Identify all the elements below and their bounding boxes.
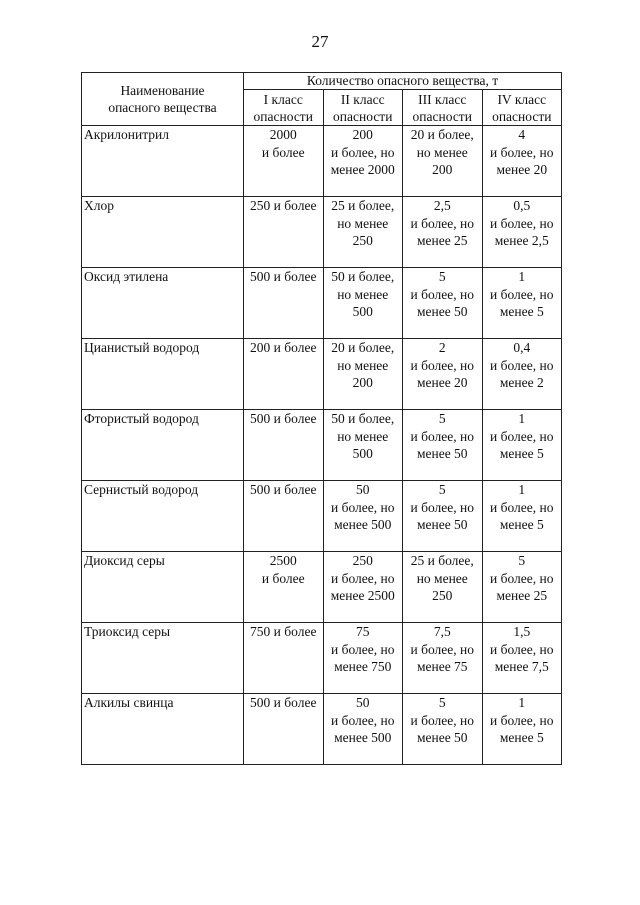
header-quantity: Количество опасного вещества, т bbox=[244, 73, 562, 90]
value-line: 2500 bbox=[269, 553, 297, 568]
class-2-value bbox=[323, 694, 403, 765]
class-2-value bbox=[323, 339, 403, 410]
value-line: и более, но bbox=[490, 428, 554, 444]
substance-name: Фтористый водород bbox=[82, 410, 244, 481]
value-line: 2,5 bbox=[433, 198, 451, 213]
value-line: 25 и более, bbox=[410, 553, 474, 568]
value-line: менее 2 bbox=[499, 375, 544, 390]
class-4-value bbox=[482, 481, 562, 552]
value-line: 50 и более, bbox=[331, 269, 395, 284]
value-line: и более, но bbox=[410, 357, 474, 373]
value-line: менее 500 bbox=[334, 730, 392, 745]
class-label: опасности bbox=[253, 108, 313, 124]
class-1-value bbox=[244, 481, 324, 552]
value-line: но менее bbox=[337, 286, 389, 302]
class-3-value bbox=[403, 197, 483, 268]
class-label: III класс bbox=[418, 91, 467, 107]
class-2-value bbox=[323, 552, 403, 623]
table-row bbox=[82, 339, 562, 410]
header-name-line: Наименование bbox=[120, 82, 205, 98]
class-2-value bbox=[323, 481, 403, 552]
value-line: менее 25 bbox=[496, 588, 548, 603]
value-line: 50 bbox=[356, 482, 370, 497]
value-line: 500 и более bbox=[250, 695, 317, 710]
value-line: 2000 bbox=[269, 127, 297, 142]
class-3-value bbox=[403, 268, 483, 339]
class-label: опасности bbox=[412, 108, 472, 124]
header-name-line: опасного вещества bbox=[108, 100, 217, 115]
value-line: 5 bbox=[438, 695, 446, 710]
table-row bbox=[82, 694, 562, 765]
value-line: 200 и более bbox=[250, 340, 317, 355]
value-line: менее 5 bbox=[499, 730, 544, 745]
class-label: II класс bbox=[340, 91, 385, 107]
hazardous-substances-table bbox=[81, 72, 562, 765]
substance-name: Диоксид серы bbox=[82, 552, 244, 623]
class-4-value bbox=[482, 268, 562, 339]
value-line: 500 bbox=[352, 304, 373, 319]
value-line: 750 и более bbox=[250, 624, 317, 639]
value-line: 1,5 bbox=[513, 624, 531, 639]
class-3-value bbox=[403, 552, 483, 623]
value-line: менее 2,5 bbox=[494, 233, 549, 248]
value-line: 500 и более bbox=[250, 482, 317, 497]
value-line: 250 bbox=[352, 233, 373, 248]
value-line: менее 20 bbox=[416, 375, 468, 390]
value-line: 25 и более, bbox=[331, 198, 395, 213]
substance-name: Хлор bbox=[82, 197, 244, 268]
table-row bbox=[82, 197, 562, 268]
value-line: 200 bbox=[352, 375, 373, 390]
value-line: менее 500 bbox=[334, 517, 392, 532]
value-line: менее 2500 bbox=[330, 588, 395, 603]
class-label: опасности bbox=[492, 108, 552, 124]
value-line: менее 50 bbox=[416, 304, 468, 319]
value-line: и более, но bbox=[490, 641, 554, 657]
class-3-value bbox=[403, 623, 483, 694]
value-line: 5 bbox=[438, 411, 446, 426]
class-4-value bbox=[482, 694, 562, 765]
class-3-value bbox=[403, 481, 483, 552]
class-2-value bbox=[323, 410, 403, 481]
value-line: и более, но bbox=[410, 712, 474, 728]
value-line: и более, но bbox=[331, 641, 395, 657]
value-line: 20 и более, bbox=[410, 127, 474, 142]
header-class-4 bbox=[482, 90, 562, 126]
value-line: но менее bbox=[416, 570, 468, 586]
value-line: и более, но bbox=[410, 428, 474, 444]
value-line: 75 bbox=[356, 624, 370, 639]
value-line: и более, но bbox=[410, 215, 474, 231]
class-2-value bbox=[323, 197, 403, 268]
class-2-value bbox=[323, 126, 403, 197]
value-line: 1 bbox=[518, 269, 526, 284]
value-line: и более, но bbox=[331, 144, 395, 160]
value-line: и более, но bbox=[410, 641, 474, 657]
value-line: менее 2000 bbox=[330, 162, 395, 177]
header-class-2 bbox=[323, 90, 403, 126]
value-line: 1 bbox=[518, 695, 526, 710]
value-line: менее 7,5 bbox=[494, 659, 549, 674]
value-line: менее 75 bbox=[416, 659, 468, 674]
value-line: 2 bbox=[438, 340, 446, 355]
value-line: и более, но bbox=[490, 712, 554, 728]
value-line: 50 и более, bbox=[331, 411, 395, 426]
class-1-value bbox=[244, 552, 324, 623]
substance-name: Оксид этилена bbox=[82, 268, 244, 339]
class-1-value bbox=[244, 410, 324, 481]
table-body bbox=[82, 126, 562, 765]
value-line: и более, но bbox=[331, 499, 395, 515]
class-4-value bbox=[482, 126, 562, 197]
class-4-value bbox=[482, 552, 562, 623]
value-line: но менее bbox=[337, 357, 389, 373]
table-row bbox=[82, 410, 562, 481]
value-line: 500 bbox=[352, 446, 373, 461]
value-line: 7,5 bbox=[433, 624, 451, 639]
value-line: 50 bbox=[356, 695, 370, 710]
class-4-value bbox=[482, 623, 562, 694]
class-1-value bbox=[244, 339, 324, 410]
value-line: 0,5 bbox=[513, 198, 531, 213]
class-4-value bbox=[482, 197, 562, 268]
value-line: 250 и более bbox=[250, 198, 317, 213]
value-line: и более, но bbox=[490, 357, 554, 373]
header-row-1 bbox=[82, 73, 562, 90]
class-2-value bbox=[323, 623, 403, 694]
table-row bbox=[82, 481, 562, 552]
value-line: менее 50 bbox=[416, 446, 468, 461]
substance-name: Алкилы свинца bbox=[82, 694, 244, 765]
header-class-3 bbox=[403, 90, 483, 126]
value-line: 250 bbox=[352, 553, 373, 568]
value-line: 5 bbox=[438, 269, 446, 284]
value-line: и более, но bbox=[410, 499, 474, 515]
value-line: 4 bbox=[518, 127, 526, 142]
value-line: менее 750 bbox=[334, 659, 392, 674]
value-line: менее 5 bbox=[499, 446, 544, 461]
header-substance-name bbox=[82, 73, 244, 126]
value-line: и более, но bbox=[490, 499, 554, 515]
substance-name: Сернистый водород bbox=[82, 481, 244, 552]
value-line: 200 bbox=[352, 127, 373, 142]
table-row bbox=[82, 268, 562, 339]
value-line: и более bbox=[261, 144, 305, 160]
value-line: и более, но bbox=[490, 286, 554, 302]
value-line: 5 bbox=[518, 553, 526, 568]
class-3-value bbox=[403, 339, 483, 410]
substance-name: Цианистый водород bbox=[82, 339, 244, 410]
value-line: 5 bbox=[438, 482, 446, 497]
value-line: 250 bbox=[432, 588, 453, 603]
value-line: менее 5 bbox=[499, 517, 544, 532]
value-line: и более, но bbox=[490, 570, 554, 586]
value-line: 0,4 bbox=[513, 340, 531, 355]
value-line: но менее bbox=[337, 215, 389, 231]
class-1-value bbox=[244, 268, 324, 339]
class-3-value bbox=[403, 410, 483, 481]
class-1-value bbox=[244, 623, 324, 694]
class-1-value bbox=[244, 694, 324, 765]
value-line: 500 и более bbox=[250, 269, 317, 284]
value-line: 20 и более, bbox=[331, 340, 395, 355]
class-label: опасности bbox=[333, 108, 393, 124]
value-line: менее 25 bbox=[416, 233, 468, 248]
value-line: и более, но bbox=[490, 215, 554, 231]
value-line: 1 bbox=[518, 482, 526, 497]
class-label: I класс bbox=[263, 91, 303, 107]
page-number: 27 bbox=[311, 32, 329, 51]
value-line: и более, но bbox=[410, 286, 474, 302]
value-line: менее 50 bbox=[416, 730, 468, 745]
value-line: 200 bbox=[432, 162, 453, 177]
value-line: менее 50 bbox=[416, 517, 468, 532]
value-line: и более, но bbox=[331, 712, 395, 728]
value-line: но менее bbox=[337, 428, 389, 444]
header-class-1 bbox=[244, 90, 324, 126]
value-line: и более, но bbox=[490, 144, 554, 160]
table-row bbox=[82, 552, 562, 623]
class-3-value bbox=[403, 694, 483, 765]
class-3-value bbox=[403, 126, 483, 197]
value-line: менее 5 bbox=[499, 304, 544, 319]
substance-name: Триоксид серы bbox=[82, 623, 244, 694]
substance-name: Акрилонитрил bbox=[82, 126, 244, 197]
table-row bbox=[82, 623, 562, 694]
class-4-value bbox=[482, 339, 562, 410]
class-1-value bbox=[244, 197, 324, 268]
value-line: 500 и более bbox=[250, 411, 317, 426]
class-label: IV класс bbox=[497, 91, 547, 107]
value-line: и более, но bbox=[331, 570, 395, 586]
class-1-value bbox=[244, 126, 324, 197]
class-2-value bbox=[323, 268, 403, 339]
value-line: менее 20 bbox=[496, 162, 548, 177]
value-line: но менее bbox=[416, 144, 468, 160]
value-line: 1 bbox=[518, 411, 526, 426]
class-4-value bbox=[482, 410, 562, 481]
value-line: и более bbox=[261, 570, 305, 586]
table-row bbox=[82, 126, 562, 197]
